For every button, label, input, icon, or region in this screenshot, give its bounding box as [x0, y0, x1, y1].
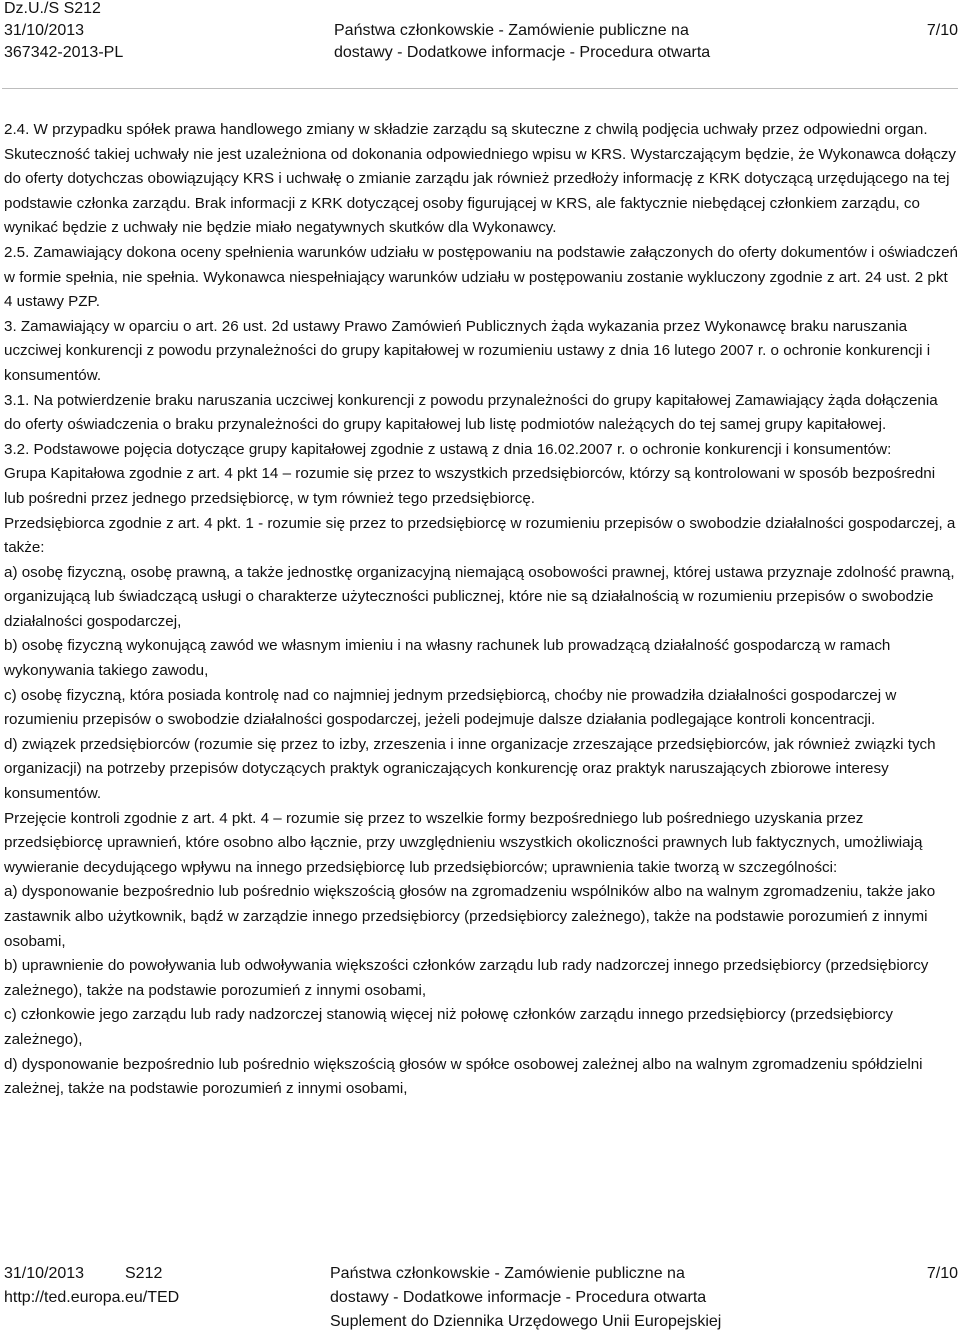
document-body	[4, 118, 958, 1102]
page-header	[0, 0, 960, 74]
paragraph: b) uprawnienie do powoływania lub odwoływania większości członków zarządu lub rady nadzorczej innego przedsiębiorcy (przedsiębiorcy zależnego), także na podstawie porozumień z innymi osobami,	[4, 957, 929, 999]
paragraph: Grupa Kapitałowa zgodnie z art. 4 pkt 14 – rozumie się przez to wszystkich przedsiębiorców, którzy są kontrolowani w sposób bezpośredni lub pośredni przez jednego przedsiębiorcę, w tym również tego przedsiębiorcę.	[4, 465, 936, 507]
header-title-line-1: Państwa członkowskie - Zamówienie publiczne na	[334, 22, 689, 39]
page-footer	[0, 1262, 960, 1334]
footer-page-number: 7/10	[926, 1265, 958, 1282]
paragraph: Przejęcie kontroli zgodnie z art. 4 pkt. 4 – rozumie się przez to wszelkie formy bezpośredniego lub pośredniego uzyskania przez przedsiębiorcę uprawnień, które osobno albo łącznie, przy uwzględnieniu wszystkich okoliczności prawnych lub faktycznych, umożliwiają wywieranie decydującego wpływu na innego przedsiębiorcę lub przedsiębiorców; uprawnienia takie tworzą w szczególności:	[4, 809, 923, 876]
header-page-number: 7/10	[926, 22, 958, 39]
footer-date: 31/10/2013	[4, 1265, 85, 1282]
header-date: 31/10/2013	[4, 22, 85, 39]
paragraph: 3. Zamawiający w oparciu o art. 26 ust. 2d ustawy Prawo Zamówień Publicznych żąda wykazania przez Wykonawcę braku naruszania uczciwej konkurencji z powodu przynależności do grupy kapitałowej w rozumieniu ustawy z dnia 16 lutego 2007 r. o ochronie konkurencji i konsumentów.	[4, 317, 931, 384]
notice-number: 367342-2013-PL	[4, 44, 124, 61]
paragraph: a) dysponowanie bezpośrednio lub pośrednio większością głosów na zgromadzeniu wspólników albo na walnym zgromadzeniu, także jako zastawnik albo użytkownik, bądź w zarządzie innego przedsiębiorcy (przedsiębiorcy zależnego), także na podstawie porozumień z innymi osobami,	[4, 883, 936, 950]
header-left-block	[4, 0, 123, 64]
header-divider	[2, 88, 958, 89]
footer-url: http://ted.europa.eu/TED	[4, 1289, 180, 1306]
paragraph: c) osobę fizyczną, która posiada kontrolę nad co najmniej jednym przedsiębiorcą, choćby nie prowadziła działalności gospodarczej w rozumieniu przepisów o swobodzie działalności gospodarczej, jeżeli podejmuje dalsze działania podlegające kontroli koncentracji.	[4, 686, 897, 729]
paragraph: 2.4. W przypadku spółek prawa handlowego zmiany w składzie zarządu są skuteczne z chwilą podjęcia uchwały przez odpowiedni organ. Skuteczność takiej uchwały nie jest uzależniona od dokonania odpowiedniego wpisu w KRS. Wystarczającym będzie, że Wykonawca dołączy do oferty dotychczas obowiązujący KRS i uchwałę o zmianie zarządu jak również przedłoży informację z KRK dotyczącą urzędującego na tej podstawie członka zarządu. Brak informacji z KRK dotyczącej osoby figurującej w KRS, ale faktycznie niebędącej członkiem zarządu, co wynikać będzie z uchwały nie będzie miało negatywnych skutków dla Wykonawcy.	[4, 121, 956, 237]
paragraph: c) członkowie jego zarządu lub rady nadzorczej stanowią więcej niż połowę członków zarządu innego przedsiębiorcy (przedsiębiorcy zależnego),	[4, 1006, 893, 1048]
paragraph: b) osobę fizyczną wykonującą zawód we własnym imieniu i na własny rachunek lub prowadzącą działalność gospodarczą w ramach wykonywania takiego zawodu,	[4, 637, 891, 680]
paragraph: d) związek przedsiębiorców (rozumie się przez to izby, zrzeszenia i inne organizacje zrzeszające przedsiębiorców, jak również związki tych organizacji) na potrzeby przepisów dotyczących praktyk ograniczających konkurencję oraz praktyk naruszających zbiorowe interesy konsumentów.	[4, 735, 936, 803]
footer-title-line-1: Państwa członkowskie - Zamówienie publiczne na	[330, 1265, 685, 1282]
header-title-line-2: dostawy - Dodatkowe informacje - Procedura otwarta	[334, 44, 711, 61]
footer-title-line-2: dostawy - Dodatkowe informacje - Procedura otwarta	[330, 1289, 707, 1306]
footer-supplement: Suplement do Dziennika Urzędowego Unii Europejskiej	[330, 1313, 722, 1330]
paragraph: d) dysponowanie bezpośrednio lub pośrednio większością głosów w spółce osobowej zależnej albo na walnym zgromadzeniu spółdzielni zależnej, także na podstawie porozumień z innymi osobami,	[4, 1055, 923, 1098]
paragraph: 3.2. Podstawowe pojęcia dotyczące grupy kapitałowej zgodnie z ustawą z dnia 16.02.2007 r. o ochronie konkurencji i konsumentów:	[4, 440, 892, 458]
paragraph: 2.5. Zamawiający dokona oceny spełnienia warunków udziału w postępowaniu na podstawie załączonych do oferty dokumentów i oświadczeń w formie spełnia, nie spełnia. Wykonawca niespełniający warunków udziału w postępowaniu zostanie wykluczony zgodnie z art. 24 ust. 2 pkt 4 ustawy PZP.	[4, 243, 958, 311]
paragraph: a) osobę fizyczną, osobę prawną, a także jednostkę organizacyjną niemającą osobowości prawnej, której ustawa przyznaje zdolność prawną, organizującą lub świadczącą usługi o charakterze użyteczności publicznej, które nie są działalnością w rozumieniu przepisów o swobodzie działalności gospodarczej,	[4, 563, 955, 630]
paragraph: 3.1. Na potwierdzenie braku naruszania uczciwej konkurencji z powodu przynależności do grupy kapitałowej Zamawiający żąda dołączenia do oferty oświadczenia o braku przynależności do grupy kapitałowej lub listę podmiotów należących do tej samej grupy kapitałowej.	[4, 391, 938, 434]
footer-center-block	[330, 1262, 721, 1334]
footer-series-code: S212	[125, 1265, 163, 1282]
journal-reference: Dz.U./S S212	[4, 0, 101, 17]
paragraph: Przedsiębiorca zgodnie z art. 4 pkt. 1 - rozumie się przez to przedsiębiorcę w rozumieniu przepisów o swobodzie działalności gospodarczej, a także:	[4, 514, 956, 557]
header-center-block	[334, 20, 710, 64]
